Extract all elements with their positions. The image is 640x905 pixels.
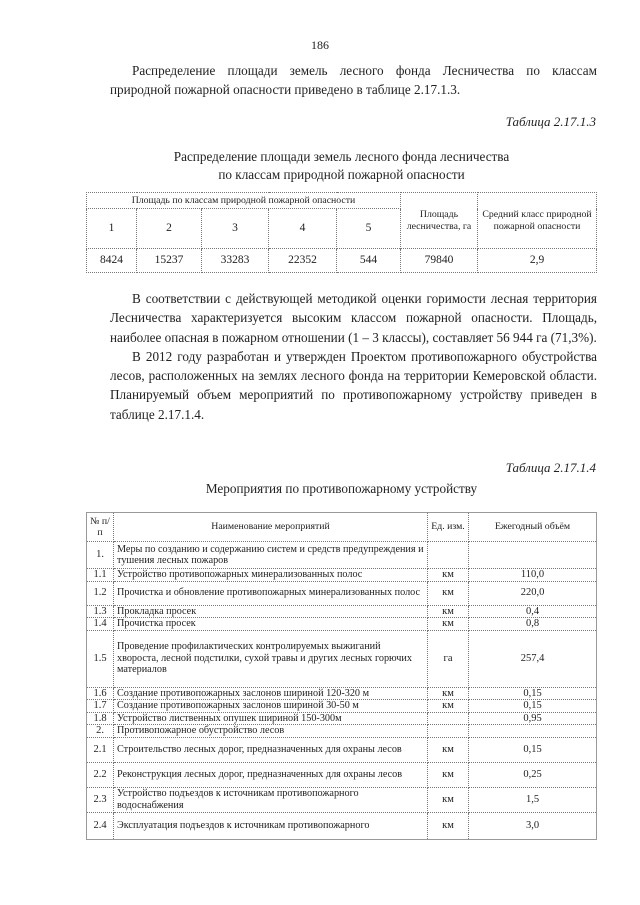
avg-class-value: 2,9 <box>478 249 597 273</box>
row-unit <box>428 542 469 569</box>
row-num: 1.5 <box>87 630 114 687</box>
table-row <box>87 605 597 618</box>
page-number: 186 <box>311 38 329 52</box>
row-name: Реконструкция лесных дорог, предназначенных для охраны лесов <box>114 762 428 787</box>
table1-title <box>86 148 597 184</box>
table-row <box>87 542 597 569</box>
table-row <box>87 569 597 582</box>
row-unit <box>428 725 469 738</box>
row-volume: 257,4 <box>469 630 597 687</box>
class-header: 1 <box>87 209 137 249</box>
row-unit: км <box>428 700 469 713</box>
row-volume: 0,15 <box>469 700 597 713</box>
row-name: Устройство подъездов к источникам противопожарного водоснабжения <box>114 787 428 812</box>
class-area-value: 544 <box>337 249 401 273</box>
table2-title: Мероприятия по противопожарному устройству <box>205 481 478 496</box>
row-name: Меры по созданию и содержанию систем и средств предупреждения и тушения лесных пожаров <box>114 542 428 569</box>
table2-caption: Таблица 2.17.1.4 <box>505 460 596 475</box>
row-num: 2. <box>87 725 114 738</box>
class-header: 2 <box>137 209 202 249</box>
row-volume: 1,5 <box>469 787 597 812</box>
row-name: Прочистка просек <box>114 618 428 631</box>
row-volume <box>469 542 597 569</box>
paragraph-3: В 2012 году разработан и утвержден Проектом противопожарного обустройства лесов, расположенных на землях лесного фонда на территории Кемеровской области. Планируемый объем мероприятий по противопожарному устройству приведен в таблице 2.17.1.4. <box>110 348 597 422</box>
table1-title-line1: Распределение площади земель лесного фонда лесничества <box>173 149 510 164</box>
row-unit: км <box>428 762 469 787</box>
paragraph-2: В соответствии с действующей методикой оценки горимости лесная территория Лесничества характеризуется высоким классом пожарной опасности. Площадь, наиболее опасная в пожарном отношении (1 – 3 классы), составляет 56 944 га (71,3%). <box>110 291 597 345</box>
row-volume: 110,0 <box>469 569 597 582</box>
row-unit: км <box>428 605 469 618</box>
row-num: 1.1 <box>87 569 114 582</box>
class-area-value: 8424 <box>87 249 137 273</box>
row-volume: 0,15 <box>469 687 597 700</box>
row-num: 1.7 <box>87 700 114 713</box>
table-row <box>87 581 597 605</box>
row-volume <box>469 725 597 738</box>
row-volume: 0,15 <box>469 737 597 762</box>
row-unit: км <box>428 581 469 605</box>
table1-caption: Таблица 2.17.1.3 <box>505 114 596 129</box>
row-name: Прокладка просек <box>114 605 428 618</box>
row-num: 1.4 <box>87 618 114 631</box>
row-unit: км <box>428 787 469 812</box>
table-row <box>87 762 597 787</box>
class-area-value: 22352 <box>269 249 337 273</box>
area-header: Площадь лесничества, га <box>401 193 478 249</box>
row-num: 1. <box>87 542 114 569</box>
row-num: 1.8 <box>87 712 114 725</box>
row-name: Эксплуатация подъездов к источникам противопожарного <box>114 812 428 839</box>
body-text <box>110 289 597 424</box>
row-unit <box>428 712 469 725</box>
table-row <box>87 630 597 687</box>
table-row <box>87 712 597 725</box>
row-volume: 0,25 <box>469 762 597 787</box>
row-unit: км <box>428 618 469 631</box>
row-name: Противопожарное обустройство лесов <box>114 725 428 738</box>
row-name: Создание противопожарных заслонов шириной 30-50 м <box>114 700 428 713</box>
row-volume: 0,4 <box>469 605 597 618</box>
table1-title-line2: по классам природной пожарной опасности <box>218 167 465 182</box>
row-unit: га <box>428 630 469 687</box>
row-name: Проведение профилактических контролируемых выжиганий хвороста, лесной подстилки, сухой травы и других лесных горючих материалов <box>114 630 428 687</box>
row-num: 2.2 <box>87 762 114 787</box>
row-num: 1.6 <box>87 687 114 700</box>
table-row <box>87 737 597 762</box>
table-row <box>87 618 597 631</box>
table-row <box>87 812 597 839</box>
row-volume: 0,8 <box>469 618 597 631</box>
row-name: Устройство лиственных опушек шириной 150-300м <box>114 712 428 725</box>
group-header: Площадь по классам природной пожарной опасности <box>87 193 401 209</box>
row-num: 2.4 <box>87 812 114 839</box>
total-area-value: 79840 <box>401 249 478 273</box>
fire-class-table <box>86 192 597 273</box>
intro-paragraph <box>110 61 597 100</box>
avg-header: Средний класс природной пожарной опасности <box>478 193 597 249</box>
row-num: 2.1 <box>87 737 114 762</box>
row-volume: 3,0 <box>469 812 597 839</box>
row-unit: км <box>428 687 469 700</box>
intro-text: Распределение площади земель лесного фонда Лесничества по классам природной пожарной опасности приведено в таблице 2.17.1.3. <box>110 63 597 98</box>
row-num: 1.2 <box>87 581 114 605</box>
row-unit: км <box>428 737 469 762</box>
table-row <box>87 700 597 713</box>
table-row <box>87 725 597 738</box>
table-row <box>87 687 597 700</box>
row-name: Строительство лесных дорог, предназначенных для охраны лесов <box>114 737 428 762</box>
class-area-value: 33283 <box>202 249 269 273</box>
name-header: Наименование мероприятий <box>114 513 428 542</box>
class-area-value: 15237 <box>137 249 202 273</box>
row-num: 1.3 <box>87 605 114 618</box>
row-volume: 220,0 <box>469 581 597 605</box>
row-num: 2.3 <box>87 787 114 812</box>
row-unit: км <box>428 569 469 582</box>
num-header: № п/п <box>87 513 114 542</box>
table-row <box>87 787 597 812</box>
fire-measures-table <box>86 512 597 840</box>
class-header: 4 <box>269 209 337 249</box>
class-header: 3 <box>202 209 269 249</box>
row-name: Устройство противопожарных минерализованных полос <box>114 569 428 582</box>
row-unit: км <box>428 812 469 839</box>
row-name: Создание противопожарных заслонов шириной 120-320 м <box>114 687 428 700</box>
volume-header: Ежегодный объём <box>469 513 597 542</box>
row-volume: 0,95 <box>469 712 597 725</box>
row-name: Прочистка и обновление противопожарных минерализованных полос <box>114 581 428 605</box>
unit-header: Ед. изм. <box>428 513 469 542</box>
class-header: 5 <box>337 209 401 249</box>
